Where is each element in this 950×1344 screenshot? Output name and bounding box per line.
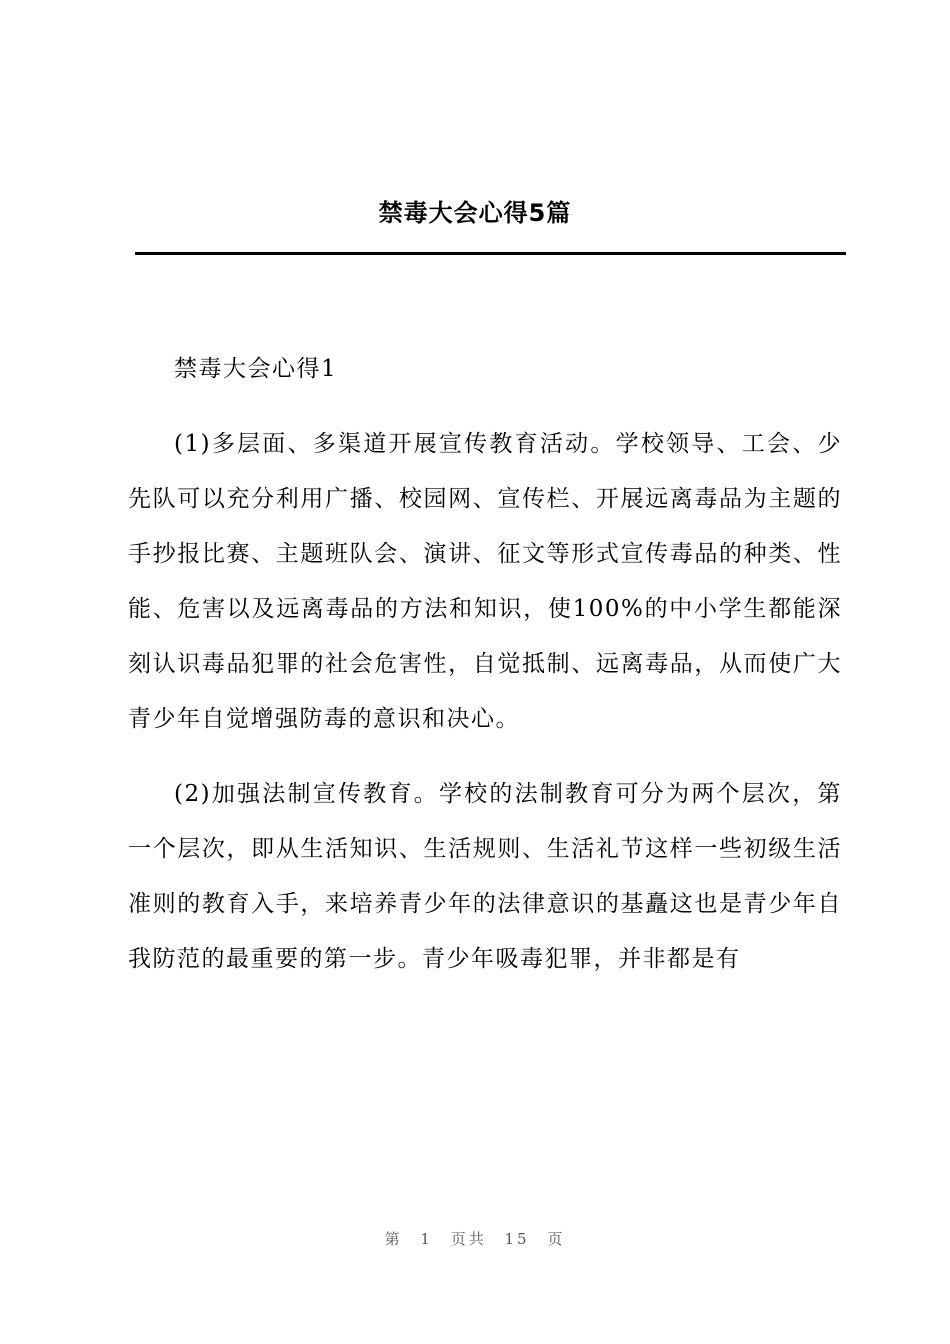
page-number-footer: 第 1 页共 15 页	[384, 1230, 566, 1248]
document-body	[128, 342, 842, 1007]
paragraph-1: (1)多层面、多渠道开展宣传教育活动。学校领导、工会、少先队可以充分利用广播、校园网、宣传栏、开展远离毒品为主题的手抄报比赛、主题班队会、演讲、征文等形式宣传毒品的种类、性能、危害以及远离毒品的方法和知识，使100%的中小学生都能深刻认识毒品犯罪的社会危害性，自觉抵制、远离毒品，从而使广大青少年自觉增强防毒的意识和决心。	[128, 431, 842, 732]
section-heading: 禁毒大会心得1	[174, 356, 338, 382]
paragraph-2: (2)加强法制宣传教育。学校的法制教育可分为两个层次，第一个层次，即从生活知识、生活规则、生活礼节这样一些初级生活准则的教育入手，来培养青少年的法律意识的基矗这也是青少年自我防范的最重要的第一步。青少年吸毒犯罪，并非都是有	[128, 781, 842, 972]
document-title: 禁毒大会心得5篇	[378, 199, 572, 227]
title-underline	[135, 252, 846, 255]
